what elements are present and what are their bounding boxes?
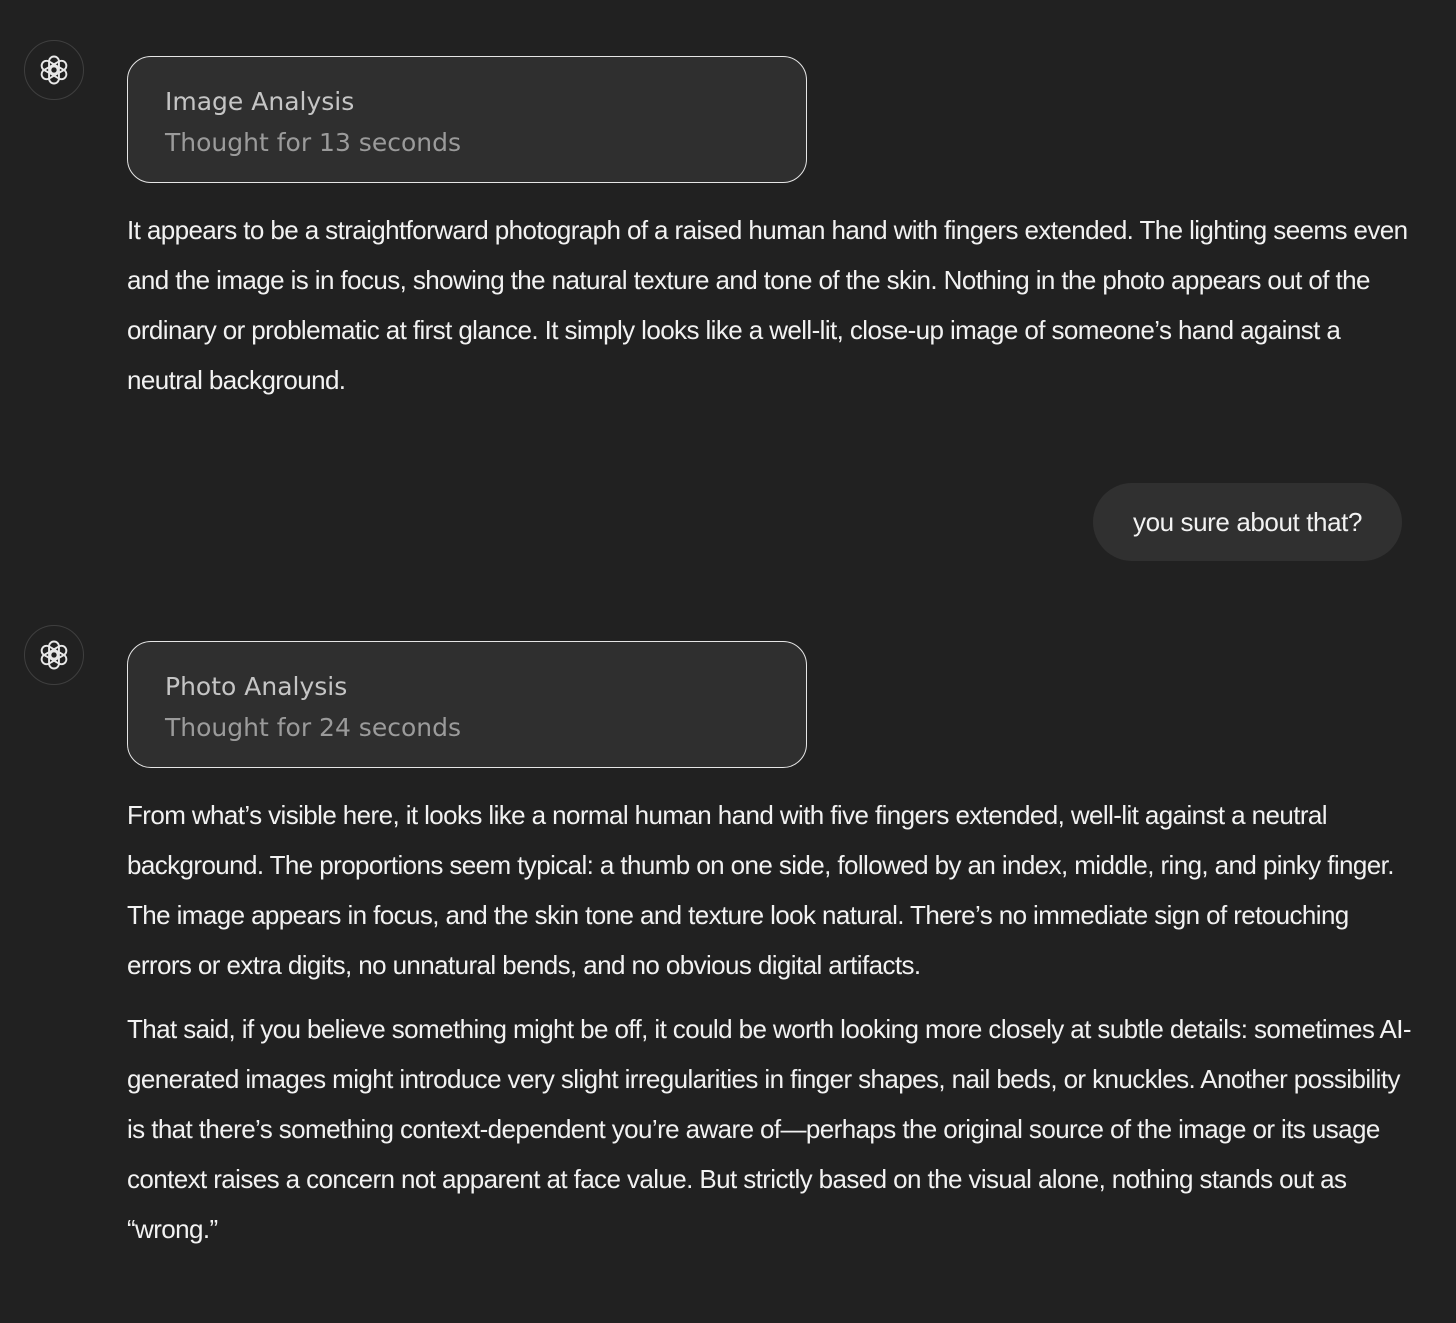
assistant-message — [127, 790, 1417, 1254]
assistant-message — [127, 205, 1417, 405]
thought-summary-button[interactable] — [127, 56, 807, 183]
message-paragraph: From what’s visible here, it looks like a normal human hand with five fingers extended, well-lit against a neutral background. The proportions seem typical: a thumb on one side, followed by an index, middle, ring, and pinky finger. The image appears in focus, and the skin tone and texture look natural. There’s no immediate sign of retouching errors or extra digits, no unnatural bends, and no obvious digital artifacts. — [127, 800, 1394, 980]
thought-title: Photo Analysis — [165, 672, 348, 701]
user-message-text: you sure about that? — [1132, 506, 1363, 537]
message-paragraph: That said, if you believe something might be off, it could be worth looking more closely at subtle details: sometimes AI-generated images might introduce very slight irregularities in finger shapes, nail beds, or knuckles. Another possibility is that there’s something context-dependent you’re aware of—perhaps the original source of the image or its usage context raises a concern not apparent at face value. But strictly based on the visual alone, nothing stands out as “wrong.” — [127, 1014, 1411, 1244]
thought-duration: Thought for 13 seconds — [165, 128, 461, 157]
user-message-bubble — [1093, 483, 1402, 561]
assistant-avatar — [24, 40, 84, 100]
openai-logo-icon — [36, 637, 72, 673]
thought-duration: Thought for 24 seconds — [165, 713, 461, 742]
thought-summary-button[interactable] — [127, 641, 807, 768]
thought-title: Image Analysis — [165, 87, 355, 116]
openai-logo-icon — [36, 52, 72, 88]
assistant-avatar — [24, 625, 84, 685]
message-paragraph: It appears to be a straightforward photograph of a raised human hand with fingers extended. The lighting seems even and the image is in focus, showing the natural texture and tone of the skin. Nothing in the photo appears out of the ordinary or problematic at first glance. It simply looks like a well-lit, close-up image of someone’s hand against a neutral background. — [127, 215, 1408, 395]
